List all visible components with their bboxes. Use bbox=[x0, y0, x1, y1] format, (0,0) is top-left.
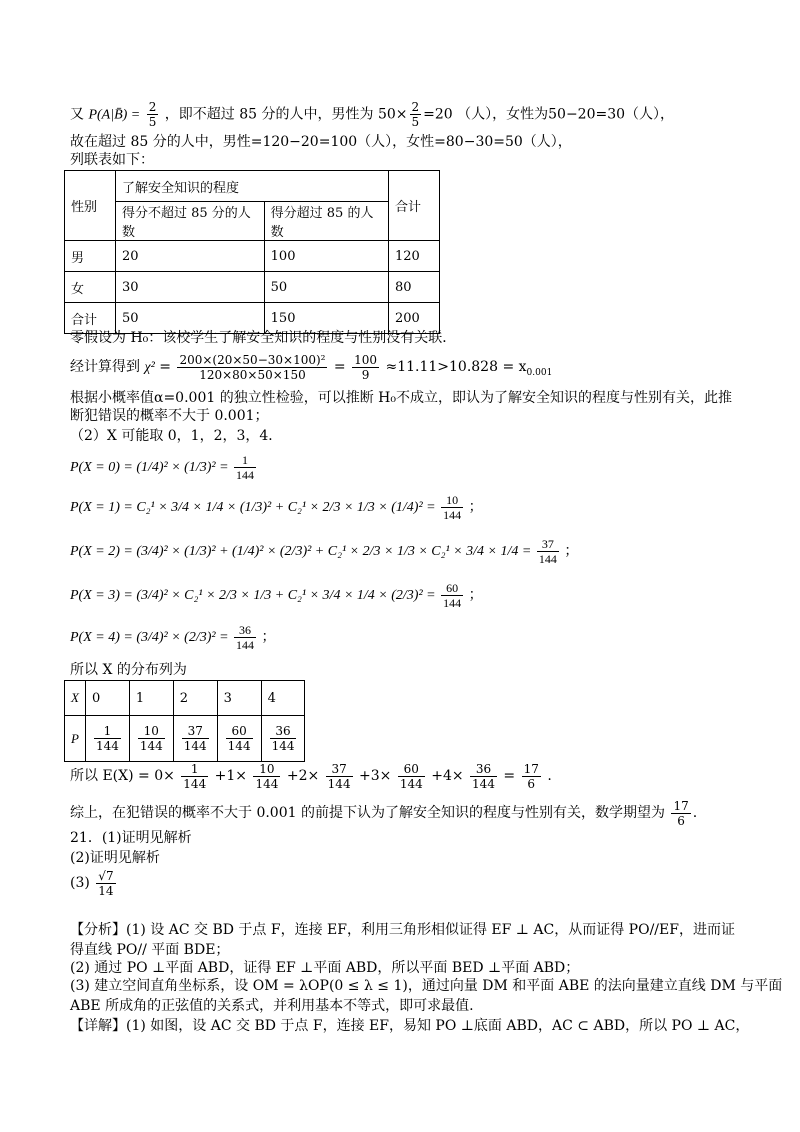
line-chi: 经计算得到 χ² = $\frac{\text{200×(20×50−30×100)²}}{120\times 80\times 50\times 150}$ = $\frac{100}{9}$ $\approx 11.11>10.828 = x_{0.001}$ bbox=[70, 352, 553, 382]
chi-intro: 经计算得到 bbox=[70, 359, 140, 375]
text-l1c: （人），女性为 bbox=[457, 106, 549, 123]
ex-frac-1: $\frac{10}{144}$ bbox=[255, 761, 279, 791]
ex-e: +4× bbox=[431, 768, 464, 784]
line-an5: ABE 所成角的正弦值的关系式，并利用基本不等式，即可求最值. bbox=[70, 998, 474, 1014]
table-row bbox=[65, 241, 440, 272]
dist-p-value: $\frac{60}{144}$ bbox=[217, 716, 261, 762]
line-an2: 得直线 PO// 平面 BDE； bbox=[70, 942, 230, 958]
line-an4: (3) 建立空间直角坐标系，设 OM = λOP(0 ≤ λ ≤ 1)，通过向量 DM 和平面 ABE 的法向量建立直线 DM 与平面 bbox=[70, 978, 783, 994]
dist-x-value: 3 bbox=[217, 681, 261, 716]
line-q21-2: (2)证明见解析 bbox=[70, 850, 160, 866]
text-l1b: ，即不超过 85 分的人中，男性为 bbox=[164, 106, 374, 123]
dist-p-value: $\frac{10}{144}$ bbox=[129, 716, 173, 762]
frac-r4: $\frac{36}{144}$ bbox=[236, 623, 255, 653]
dist-p-label: P bbox=[65, 716, 86, 762]
male-post: =20 bbox=[423, 106, 453, 123]
row-label: 女 bbox=[65, 272, 116, 303]
line-conc2: 断犯错误的概率不大于 0.001； bbox=[70, 408, 269, 424]
line-summary: 综上，在犯错误的概率不大于 0.001 的前提下认为了解安全知识的程度与性别有关，数学期望为 $\frac{17}{6}$ . bbox=[70, 798, 698, 828]
chi-eq: = bbox=[159, 359, 171, 375]
ex-b: +1× bbox=[214, 768, 248, 784]
contingency-table bbox=[64, 170, 440, 334]
p4-expr: P(X = 4) = (3/4)² × (2/3)² = bbox=[70, 630, 229, 645]
summary-text: 综上，在犯错误的概率不大于 0.001 的前提下认为了解安全知识的程度与性别有关，数学期望为 bbox=[70, 805, 665, 821]
cell: 80 bbox=[389, 272, 440, 303]
text-l1a: 又 bbox=[70, 106, 84, 123]
cell: 20 bbox=[116, 241, 265, 272]
th-level: 了解安全知识的程度 bbox=[116, 171, 389, 202]
cell: 50 bbox=[264, 272, 388, 303]
frac-r0: $\frac{1}{144}$ bbox=[236, 453, 255, 483]
th-le85: 得分不超过 85 分的人数 bbox=[116, 202, 265, 241]
ex-frac-result: $\frac{17}{6}$ bbox=[523, 761, 539, 791]
ex-a: 所以 E(X) = 0× bbox=[70, 768, 175, 784]
cell: 200 bbox=[389, 303, 440, 334]
text-l1d: （人）， bbox=[625, 106, 675, 123]
line-h0: 零假设为 H₀：该校学生了解安全知识的程度与性别没有关联． bbox=[70, 330, 457, 346]
frac-male: $\frac{2}{5}$ bbox=[411, 100, 420, 129]
line-p2 bbox=[70, 534, 578, 570]
line-l3: 列联表如下： bbox=[70, 152, 154, 168]
ex-f: = bbox=[503, 768, 516, 784]
frac-chi-big: $\frac{\text{200×(20×50−30×100)²}}{120\times 80\times 50\times 150}$ bbox=[179, 352, 326, 382]
ex-d: +3× bbox=[359, 768, 392, 784]
q21-3-label: (3) bbox=[70, 875, 90, 891]
table-row bbox=[65, 272, 440, 303]
th-gt85: 得分超过 85 的人数 bbox=[264, 202, 388, 241]
dist-x-value: 2 bbox=[173, 681, 217, 716]
p3-expr: P(X = 3) = (3/4)² × C₂¹ × 2/3 × 1/3 + C₂¹ × 3/4 × 1/4 × (2/3)² = bbox=[70, 588, 436, 603]
chi-result: ≈11.11>10.828 = x bbox=[385, 359, 527, 375]
p0-expr: P(X = 0) = (1/4)² × (1/3)² = bbox=[70, 460, 229, 475]
p2-expr: P(X = 2) = (3/4)² × (1/3)² + (1/4)² × (2/3)² + C₂¹ × 2/3 × 1/3 × C₂¹ × 3/4 × 1/4 = bbox=[70, 544, 532, 559]
line-expectation: 所以 E(X) = 0× $\frac{1}{144}$ +1× $\frac{10}{144}$ +2× $\frac{37}{144}$ +3× $\frac{60}{144}$ +4× $\frac{36}{144}$ = $\frac{17}{6}$ . bbox=[70, 761, 552, 791]
dist-x-value: 4 bbox=[261, 681, 305, 716]
p1-expr: P(X = 1) = C₂¹ × 3/4 × 1/4 × (1/3)² + C₂¹ × 2/3 × 1/3 × (1/4)² = bbox=[70, 500, 436, 515]
frac-chi-small: $\frac{100}{9}$ bbox=[354, 352, 378, 382]
ex-frac-3: $\frac{60}{144}$ bbox=[399, 761, 423, 791]
line-q21: 21．(1)证明见解析 bbox=[70, 830, 192, 846]
ex-frac-2: $\frac{37}{144}$ bbox=[327, 761, 351, 791]
line-an3: (2) 通过 PO ⊥平面 ABD，证得 EF ⊥平面 ABD，所以平面 BED ⊥平面 ABD； bbox=[70, 960, 580, 976]
line-q21-3 bbox=[70, 866, 118, 900]
summary-frac: $\frac{17}{6}$ bbox=[673, 798, 689, 828]
dist-p-value: $\frac{37}{144}$ bbox=[173, 716, 217, 762]
line-dist-intro: 所以 X 的分布列为 bbox=[70, 662, 187, 678]
th-total: 合计 bbox=[389, 171, 440, 241]
chi-sub: 0.001 bbox=[526, 367, 553, 378]
line-an1: 【分析】(1) 设 AC 交 BD 于点 F，连接 EF，利用三角形相似证得 EF ⊥ AC，从而证得 PO//EF，进而证 bbox=[70, 922, 735, 938]
frac-r2: $\frac{37}{144}$ bbox=[538, 537, 557, 567]
semicolon: ； bbox=[468, 500, 483, 515]
cell: 120 bbox=[389, 241, 440, 272]
female-expr: 50−20=30 bbox=[548, 106, 626, 123]
semicolon: ； bbox=[468, 588, 483, 603]
line-p1 bbox=[70, 490, 483, 526]
semicolon: ； bbox=[564, 544, 579, 559]
line-l2: 故在超过 85 分的人中，男性=120−20=100（人），女性=80−30=50（人）， bbox=[70, 134, 572, 150]
dist-p-value: $\frac{36}{144}$ bbox=[261, 716, 305, 762]
frac-p-ab: $\frac{2}{5}$ bbox=[148, 100, 157, 129]
line-part2: （2）X 可能取 0，1，2，3，4． bbox=[70, 428, 283, 444]
distribution-table bbox=[64, 680, 305, 762]
row-label: 合计 bbox=[65, 303, 116, 334]
dist-p-value: $\frac{1}{144}$ bbox=[85, 716, 129, 762]
semicolon: ； bbox=[261, 630, 276, 645]
cell: 50 bbox=[116, 303, 265, 334]
line-p4 bbox=[70, 620, 276, 656]
line-conc1: 根据小概率值α=0.001 的独立性检验，可以推断 H₀不成立，即认为了解安全知识的程度与性别有关，此推 bbox=[70, 390, 732, 406]
line-p0 bbox=[70, 450, 258, 486]
ex-c: +2× bbox=[286, 768, 320, 784]
dist-x-value: 1 bbox=[129, 681, 173, 716]
q21-3-frac: $\frac{√7}{14}$ bbox=[98, 868, 114, 898]
expr-p-a-given-b: P(A|B̄) = bbox=[88, 107, 141, 123]
ex-frac-4: $\frac{36}{144}$ bbox=[472, 761, 495, 791]
line-pab bbox=[70, 100, 674, 129]
cell: 100 bbox=[264, 241, 388, 272]
cell: 30 bbox=[116, 272, 265, 303]
row-label: 男 bbox=[65, 241, 116, 272]
dist-x-value: 0 bbox=[85, 681, 129, 716]
frac-r3: $\frac{60}{144}$ bbox=[443, 581, 462, 611]
cell: 150 bbox=[264, 303, 388, 334]
th-gender: 性别 bbox=[65, 171, 116, 241]
line-p3 bbox=[70, 578, 483, 614]
ex-frac-0: $\frac{1}{144}$ bbox=[183, 761, 207, 791]
line-de1: 【详解】(1) 如图，设 AC 交 BD 于点 F，连接 EF，易知 PO ⊥底面 ABD，AC ⊂ ABD，所以 PO ⊥ AC， bbox=[70, 1018, 750, 1034]
dist-x-label: X bbox=[65, 681, 86, 716]
frac-r1: $\frac{10}{144}$ bbox=[443, 493, 462, 523]
chi-symbol: χ² bbox=[144, 360, 155, 375]
male-pre: 50× bbox=[377, 106, 408, 123]
